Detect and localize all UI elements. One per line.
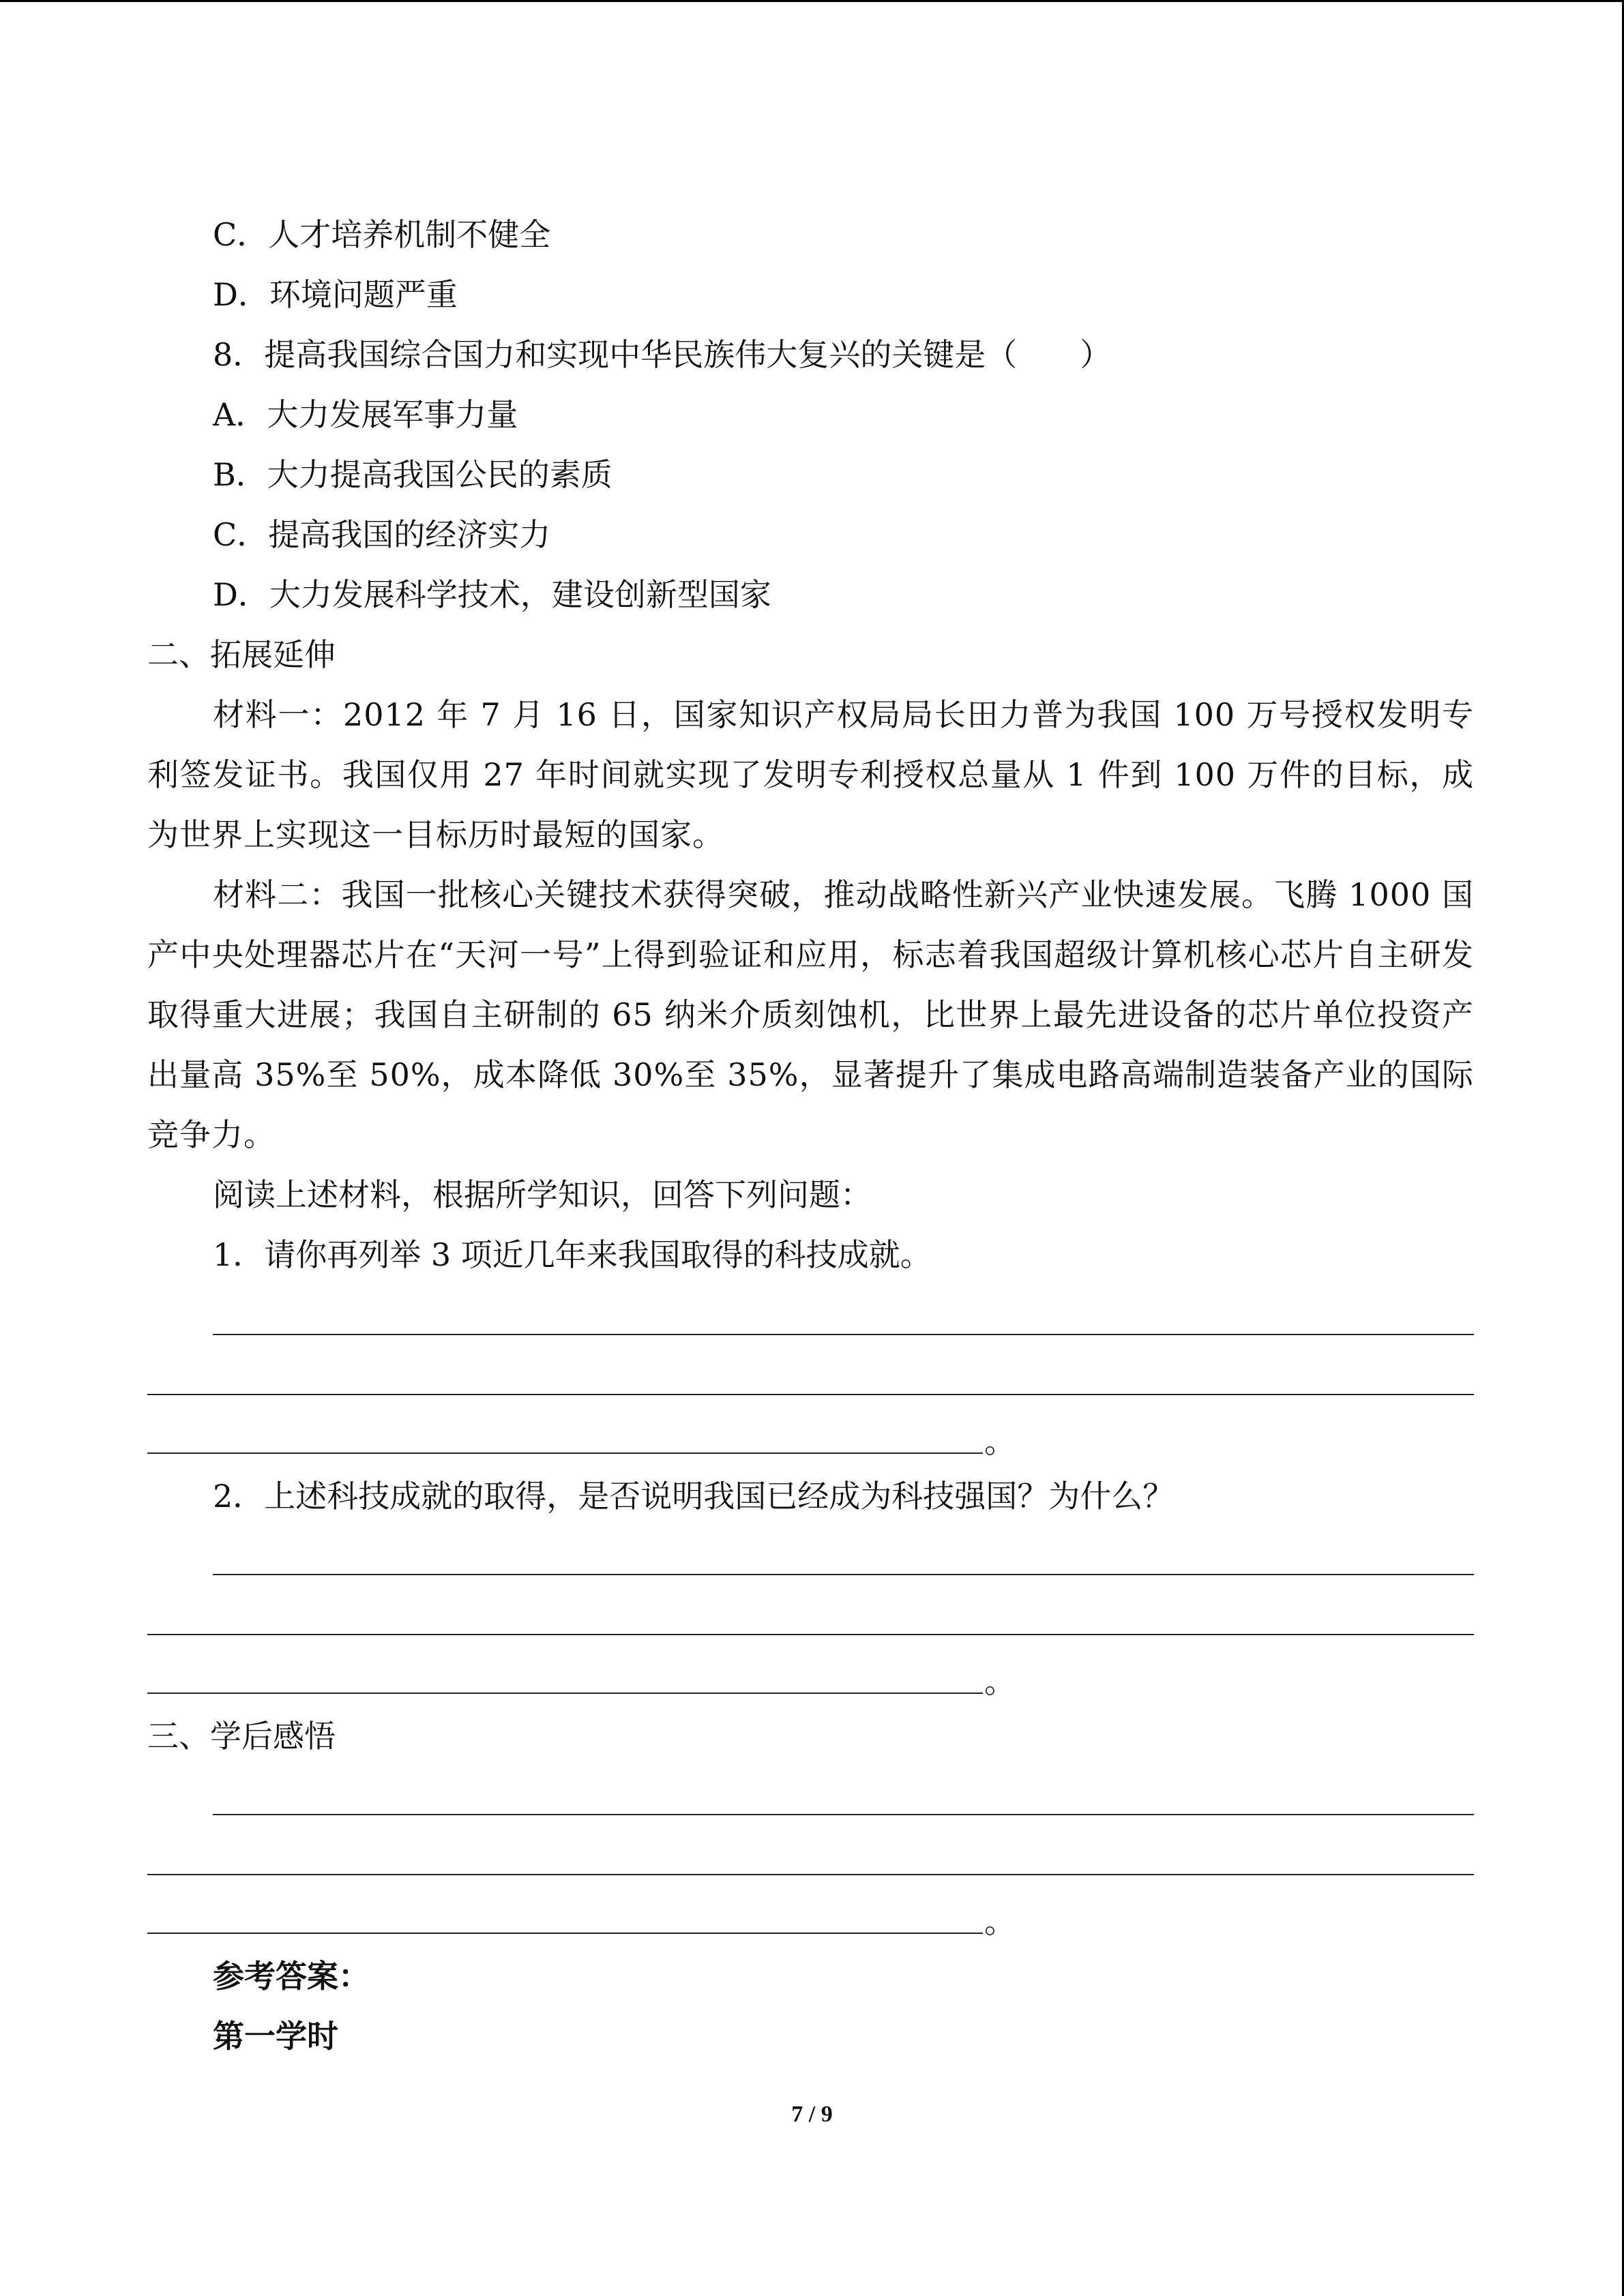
q7-option-c: C．人才培养机制不健全: [213, 216, 551, 253]
answer-line: [147, 1634, 1474, 1635]
material-one: 材料一：2012 年 7 月 16 日，国家知识产权局局长田力普为我国 100 万号授权发明专利签发证书。我国仅用 27 年时间就实现了发明专利授权总量从 1 件到 100 万件的目标，成为世界上实现这一目标历时最短的国家。: [147, 696, 1474, 853]
answer-line: [213, 1574, 1474, 1575]
answer-line: [213, 1334, 1474, 1335]
instruction: 阅读上述材料，根据所学知识，回答下列问题：: [213, 1176, 872, 1213]
answer-end-mark: 。: [984, 1423, 1016, 1460]
answer-line: [147, 1394, 1474, 1395]
answer-end-mark: 。: [984, 1663, 1016, 1700]
answer-line: [147, 1452, 983, 1454]
section3-heading: 三、学后感悟: [147, 1718, 336, 1755]
q7-option-d: D．环境问题严重: [213, 276, 458, 313]
section2-heading: 二、拓展延伸: [147, 636, 336, 673]
answer-line: [213, 1814, 1474, 1815]
answer-line: [147, 1933, 983, 1934]
answer-line: [147, 1693, 983, 1694]
answers-subheading: 第一学时: [213, 2018, 338, 2055]
answer-line: [147, 1874, 1474, 1875]
question-1: 1．请你再列举 3 项近几年来我国取得的科技成就。: [213, 1236, 932, 1273]
q8-stem: 8．提高我国综合国力和实现中华民族伟大复兴的关键是（ ）: [213, 336, 1112, 373]
answer-end-mark: 。: [984, 1903, 1016, 1940]
q8-option-a: A．大力发展军事力量: [213, 396, 518, 433]
question-2: 2．上述科技成就的取得，是否说明我国已经成为科技强国？为什么？: [213, 1478, 1175, 1515]
q8-option-b: B．大力提高我国公民的素质: [213, 456, 612, 493]
material-two: 材料二：我国一批核心关键技术获得突破，推动战略性新兴产业快速发展。飞腾 1000 国产中央处理器芯片在“天河一号”上得到验证和应用，标志着我国超级计算机核心芯片自主研发取得重大进展；我国自主研制的 65 纳米介质刻蚀机，比世界上最先进设备的芯片单位投资产出量高 35%至 50%，成本降低 30%至 35%，显著提升了集成电路高端制造装备产业的国际竞争力。: [147, 876, 1474, 1153]
q8-option-c: C．提高我国的经济实力: [213, 516, 551, 553]
q8-option-d: D．大力发展科学技术，建设创新型国家: [213, 576, 771, 613]
answers-heading: 参考答案：: [213, 1958, 370, 1995]
page-number: 7 / 9: [791, 2102, 833, 2127]
